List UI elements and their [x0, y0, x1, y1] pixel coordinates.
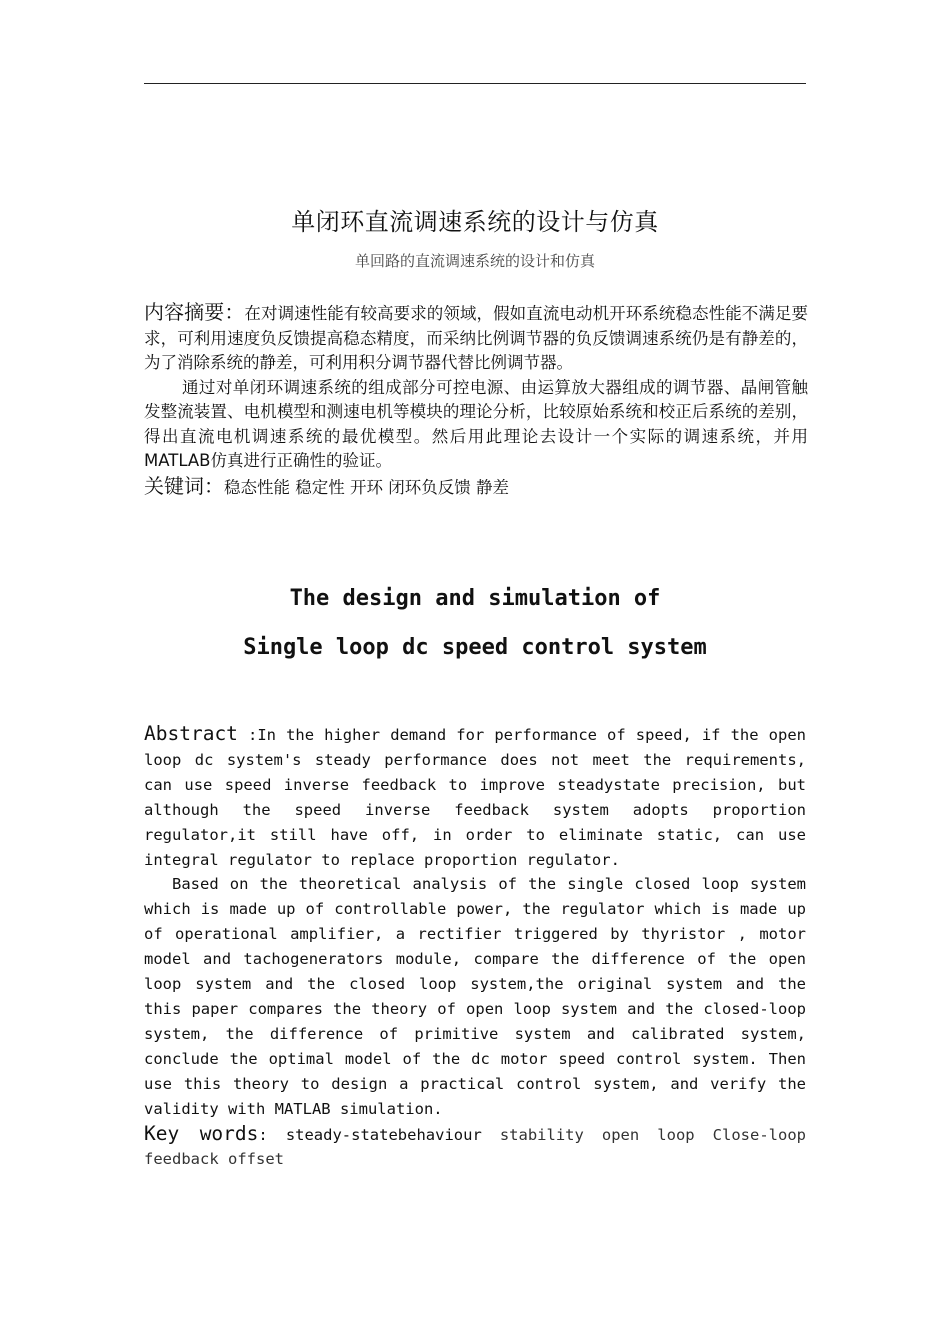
english-title-line-2: Single loop dc speed control system: [243, 635, 707, 660]
chinese-abstract-text-1: 在对调速性能有较高要求的领域，假如直流电动机开环系统稳态性能不满足要求，可利用速度负反馈提高稳态精度，而采纳比例调节器的负反馈调速系统仍是有静差的，为了消除系统的静差，可利用积分调节器代替比例调节器。: [144, 304, 809, 372]
english-abstract-text-1: :In the higher demand for performance of speed, if the open loop dc system's steady performance does not meet the requirements, can use speed inverse feedback to improve steadystate precision, but although the speed inverse feedback system adopts proportion regulator,it still have off, in order to eliminate static, can use integral regulator to replace proportion regulator.: [144, 726, 806, 869]
chinese-abstract-paragraph-2: 通过对单闭环调速系统的组成部分可控电源、由运算放大器组成的调节器、晶闸管触发整流装置、电机模型和测速电机等模块的理论分析，比较原始系统和校正后系统的差别，得出直流电机调速系统的最优模型。然后用此理论去设计一个实际的调速系统，并用MATLAB仿真进行正确性的验证。: [144, 377, 808, 470]
chinese-title: 单闭环直流调速系统的设计与仿真: [291, 208, 659, 236]
chinese-subtitle: 单回路的直流调速系统的设计和仿真: [354, 252, 595, 270]
english-keywords-rest: stability open loop Close-loop feedback offset: [144, 1125, 806, 1168]
chinese-keywords: [144, 474, 808, 501]
english-keywords-label: Key words: [144, 1121, 259, 1145]
english-abstract-paragraph-2: Based on the theoretical analysis of the single closed loop system which is made up of controllable power, the regulator which is made up of operational amplifier, a rectifier triggered by thyristor , motor model and tachogenerators module, compare the difference of the open loop system and the closed loop system,the original system and the this paper compares the theory of open loop system and the closed-loop system, the difference of primitive system and calibrated system, conclude the optimal model of the dc motor speed control system. Then use this theory to design a practical control system, and verify the validity with MATLAB simulation.: [144, 875, 806, 1118]
chinese-keywords-label: 关键词：: [144, 473, 224, 498]
chinese-abstract-paragraph-1: [144, 300, 808, 376]
chinese-abstract: [144, 300, 808, 500]
english-keywords: [144, 1122, 806, 1171]
chinese-keywords-text: 稳态性能 稳定性 开环 闭环负反馈 静差: [224, 477, 509, 497]
chinese-abstract-label: 内容摘要：: [144, 300, 245, 324]
header-rule: [144, 83, 806, 84]
english-title-line-1: The design and simulation of: [289, 586, 661, 611]
english-keywords-separator: :: [258, 1125, 286, 1144]
english-abstract-label: Abstract: [144, 722, 238, 745]
english-keyword-1: steady-statebehaviour: [285, 1125, 482, 1144]
english-abstract: [144, 722, 806, 1171]
english-abstract-paragraph-1: [144, 722, 806, 872]
